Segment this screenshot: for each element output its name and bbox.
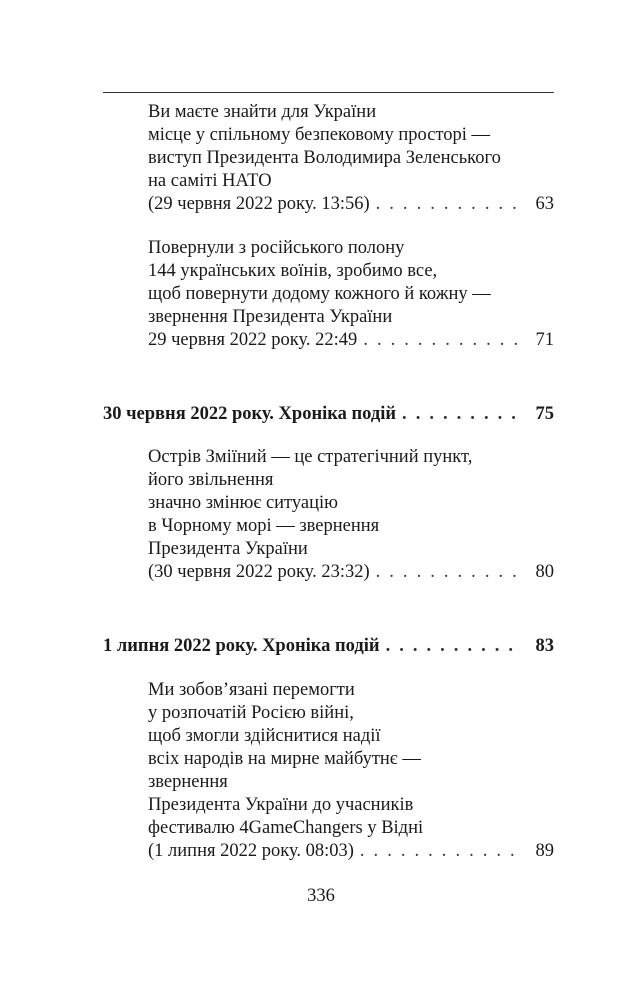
page-ref: 75 (535, 404, 554, 424)
entry-title-line: звернення (148, 772, 228, 792)
toc-entry[interactable] (148, 237, 554, 352)
entry-title-line: в Чорному морі — звернення (148, 516, 380, 536)
entry-title-line: Ви маєте знайти для України (148, 102, 377, 122)
dot-leader (360, 840, 518, 863)
entry-title-line: значно змінює ситуацію (148, 493, 338, 513)
entry-title-line: всіх народів на мирне майбутнє — (148, 749, 421, 769)
chapter-title: 30 червня 2022 року. Хроніка подій (103, 404, 397, 424)
dot-leader (402, 403, 518, 426)
toc-entry[interactable] (148, 679, 554, 863)
dot-leader (376, 193, 518, 216)
header-rule (103, 92, 554, 93)
entry-date: (29 червня 2022 року. 13:56) (148, 194, 370, 214)
page-ref: 80 (535, 562, 554, 582)
entry-title-line: Повернули з російського полону (148, 238, 405, 258)
dot-leader (363, 329, 518, 352)
page-number: 336 (307, 886, 335, 906)
chapter-title: 1 липня 2022 року. Хроніка подій (103, 636, 380, 656)
entry-title-line: на саміті НАТО (148, 171, 272, 191)
entry-title-line: щоб повернути додому кожного й кожну — (148, 284, 491, 304)
toc-entry[interactable] (148, 446, 554, 584)
dot-leader (386, 635, 518, 658)
page-ref: 83 (535, 636, 554, 656)
entry-title-line: у розпочатій Росією війні, (148, 703, 354, 723)
toc-chapter[interactable] (103, 635, 554, 658)
page-ref: 63 (535, 194, 554, 214)
dot-leader (376, 561, 518, 584)
entry-title-line: його звільнення (148, 470, 274, 490)
entry-title-line: місце у спільному безпековому просторі — (148, 125, 491, 145)
page-ref: 71 (535, 330, 554, 350)
entry-title-line: звернення Президента України (148, 307, 393, 327)
entry-title-line: 144 українських воїнів, зробимо все, (148, 261, 438, 281)
entry-title-line: Ми зобов’язані перемогти (148, 680, 355, 700)
toc-chapter[interactable] (103, 403, 554, 426)
entry-date: (30 червня 2022 року. 23:32) (148, 562, 370, 582)
entry-title-line: щоб змогли здійснитися надії (148, 726, 381, 746)
entry-title-line: виступ Президента Володимира Зеленського (148, 148, 501, 168)
page-ref: 89 (535, 841, 554, 861)
entry-title-line: Президента України (148, 539, 308, 559)
entry-date: 29 червня 2022 року. 22:49 (148, 330, 358, 350)
entry-date: (1 липня 2022 року. 08:03) (148, 841, 354, 861)
entry-title-line: Президента України до учасників (148, 795, 414, 815)
entry-title-line: фестивалю 4GameChangers у Відні (148, 818, 424, 838)
toc-entry[interactable] (148, 101, 554, 216)
entry-title-line: Острів Зміїний — це стратегічний пункт, (148, 447, 473, 467)
